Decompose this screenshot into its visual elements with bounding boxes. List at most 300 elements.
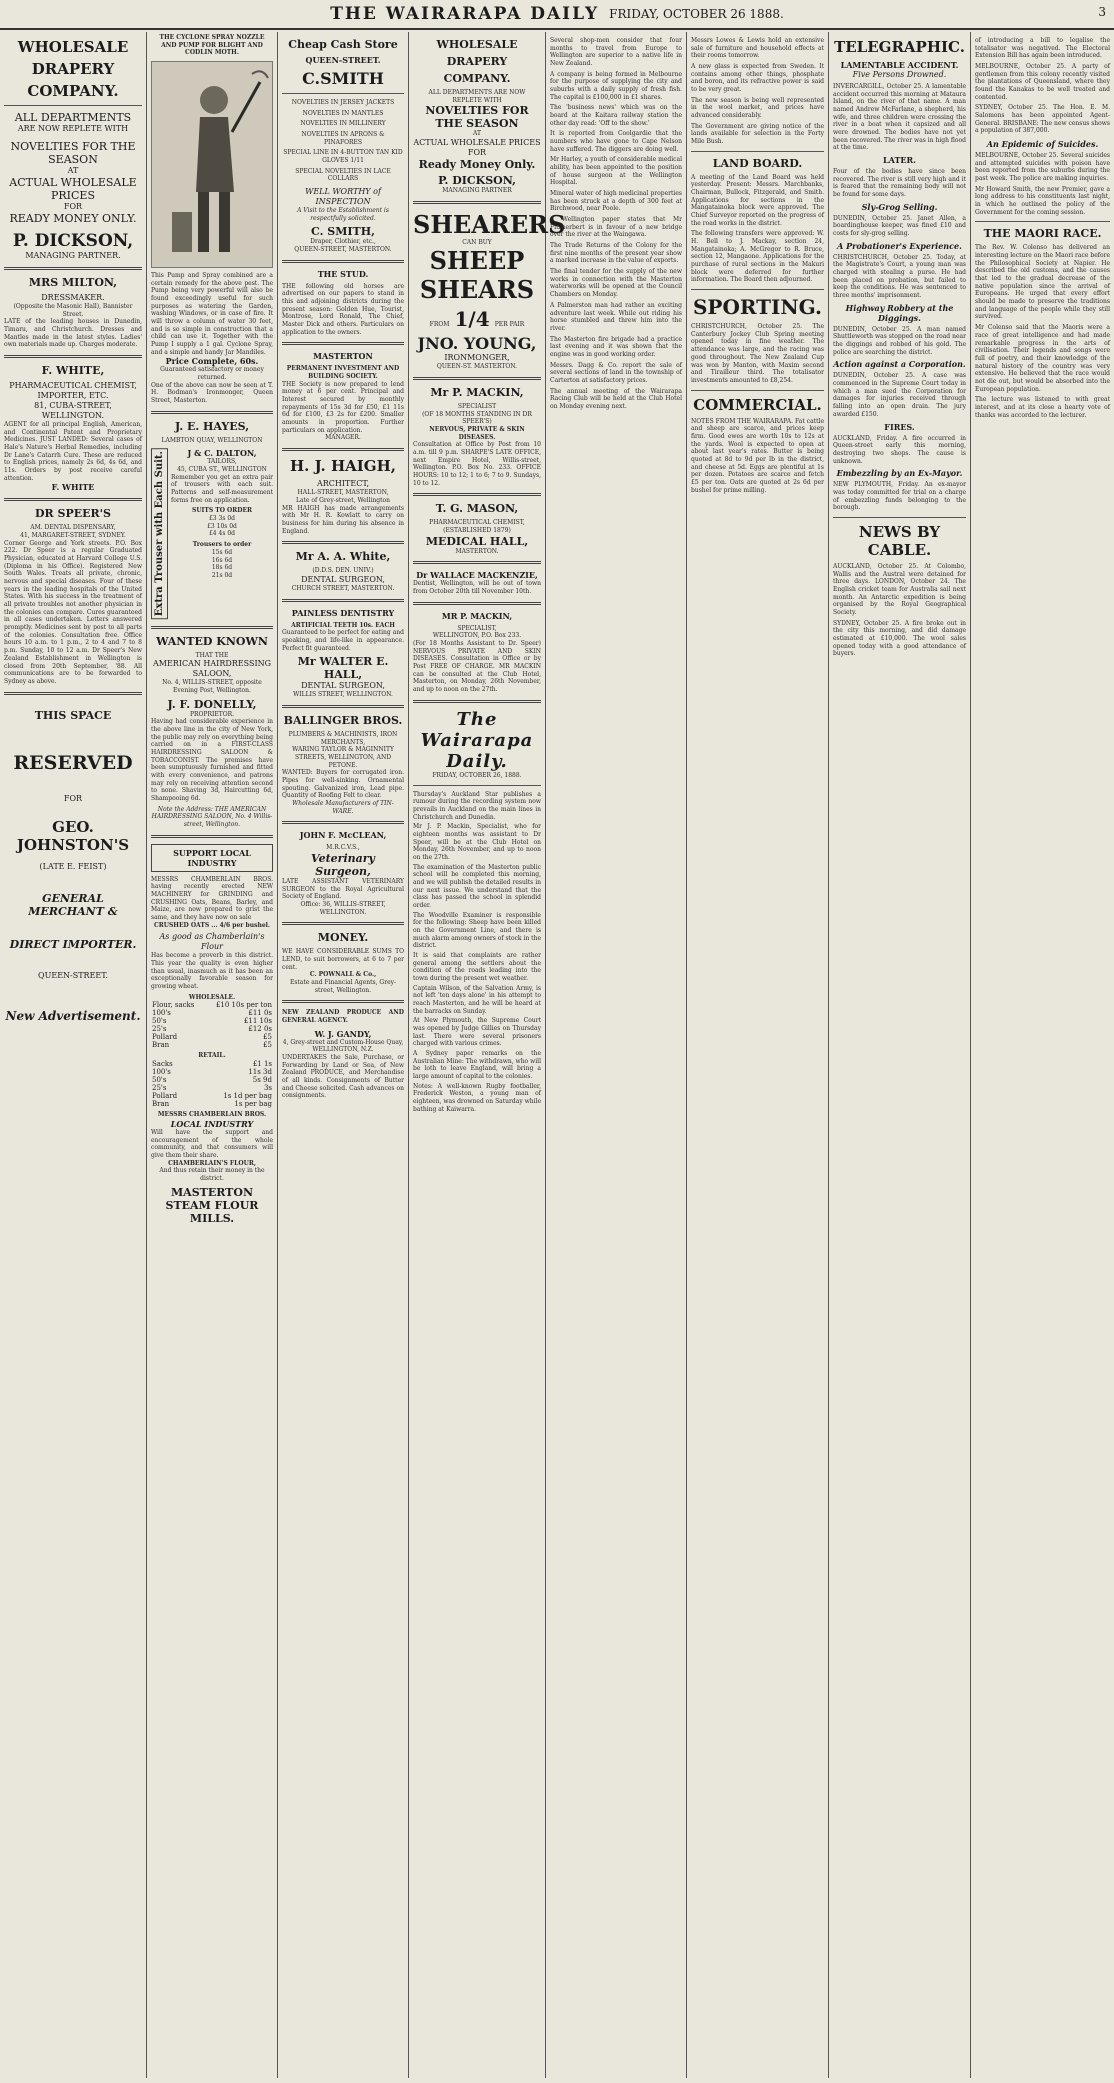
news-paragraph: CHRISTCHURCH, October 25. The Canterbury Jockey Club Spring meeting opened today in fine weather. The attendance was large, and the racing was good throughout. The New Zealand Cup was won by Manton, with Maxim second and Tirailleur third. The totalisator investments amounted to £8,254. (691, 323, 824, 384)
news-paragraph: The Rev. W. Colenso has delivered an interesting lecture on the Maori race before the Philosophical Society at Napier. He described the old customs, and the causes that led to the gradual decrease of the native population since the arrival of Europeans. He urged that every effort should be made to preserve the traditions and language of the people while they still survived. (975, 244, 1110, 321)
ad-line: FOR (63, 202, 83, 211)
table-cell: 50's (152, 1076, 167, 1085)
ad-line: LAMBTON QUAY, WELLINGTON (161, 436, 263, 444)
ad-cyclone-pump (151, 34, 273, 405)
table-cell: Flour, sacks (152, 1001, 195, 1010)
ad-name: JOHN F. McCLEAN, (299, 830, 387, 841)
ad-line: WELLINGTON, P.O. Box 233. (432, 632, 522, 640)
table-cell: £11 0s (248, 1009, 272, 1018)
news-paragraph: Mr Harley, a youth of considerable medical ability, has been appointed to the position of house surgeon at the Wellington Hospital. (550, 156, 682, 187)
table-cell: 5s 9d (252, 1076, 272, 1085)
price-item: 21s 0d (211, 571, 233, 579)
ad-money (282, 931, 404, 994)
ad-line: NOVELTIES FOR THE (10, 140, 136, 153)
ad-body: (For 18 Months Assistant to Dr. Speer) NERVOUS PRIVATE AND SKIN DISEASES. Consultation in Office or by Post FREE OF CHARGE. MR MACKIN can be consulted at the Club Hotel, Masterton, on Monday, 26th November, and up to noon on the 27th. (413, 640, 541, 694)
news-paragraph: The Woodville Examiner is responsible for the following: Sheep have been killed on the Government Line, and there is much alarm among owners of stock in the district. (413, 911, 541, 950)
news-paragraph: NOTES FROM THE WAIRARAPA. Fat cattle and sheep are scarce, and prices keep firm. Good ewes are worth 10s to 12s at the yards. Wool is expected to open at about last year's rates. Butter is being quoted at 8d to 9d per lb in the district, and cheese at 5d. Eggs are plentiful at 1s per dozen. Potatoes are scarce and fetch £5 per ton. Oats are quoted at 2s 6d per bushel for prime milling. (691, 417, 824, 494)
ad-sign: MANAGER. (325, 434, 361, 442)
ad-name: Mr P. MACKIN, (430, 386, 524, 400)
ad-price: 1/4 (454, 307, 490, 332)
ad-wholesale-drapery (4, 38, 142, 261)
ad-line: (ESTABLISHED 1879) (443, 527, 511, 535)
ad-line: ALL DEPARTMENTS ARE NOW REPLETE WITH (428, 89, 526, 104)
ad-line: LOCAL INDUSTRY (170, 1118, 254, 1129)
ad-line: ACTUAL WHOLESALE (9, 176, 137, 189)
column-7 (829, 32, 971, 2078)
ad-heading: DRAPERY (31, 60, 115, 78)
ad-gandy-agency (282, 1009, 404, 1100)
section-heading: COMMERCIAL. (693, 395, 822, 414)
ad-line: Veterinary Surgeon, (311, 851, 375, 878)
table-cell: £12 0s (248, 1025, 272, 1034)
masthead (0, 0, 1114, 30)
ad-heading: COMPANY. (443, 72, 511, 85)
table-cell: Pollard (152, 1092, 178, 1101)
ad-mrs-milton (4, 276, 142, 349)
ad-name: BALLINGER BROS. (283, 713, 403, 727)
news-paragraph: The Masterton fire brigade had a practice last evening and it was shown that the engine was in good working order. (550, 335, 682, 358)
ad-line: WELL WORTHY of INSPECTION (305, 187, 381, 207)
ad-line: Wholesale Manufacturers of TIN-WARE. (292, 799, 394, 815)
ad-line: WILLIS STREET, WELLINGTON. (293, 691, 393, 699)
ad-body: Consultation at Office by Post from 10 a.m. till 9 p.m. SHARPE'S LATE OFFICE, next Empire Hotel, Willis-street, Wellington. P.O. Box No. 233. OFFICE HOURS: 10 to 12; 1 to 6; 7 to 9. Sundays, 10 to 12. (413, 441, 541, 487)
ad-name: MRS MILTON, (28, 276, 118, 289)
ad-body: Remember you get an extra pair of trousers with each suit. Patterns and self-measurement forms free on application. (171, 473, 273, 504)
ad-line: (D.D.S. DEN. UNIV.) (312, 567, 374, 575)
ad-name: JNO. YOUNG, (417, 334, 537, 354)
section-heading: LAND BOARD. (712, 156, 803, 170)
table-row (151, 1084, 273, 1092)
news-paragraph: DUNEDIN, October 25. A case was commenced in the Supreme Court today in which a man sued the Corporation for damages for injuries received through falling into an open drain. The jury awarded £150. (833, 372, 966, 418)
price-item: £4 4s 0d (208, 530, 235, 538)
news-paragraph: The Government are giving notice of the lands available for selection in the Forty Mile Bush. (691, 122, 824, 146)
ad-line: QUEEN-STREET. (305, 55, 381, 65)
ad-wholesale-drapery-2 (413, 38, 541, 195)
ad-line: (Opposite the Masonic Hall), Bannister Street. (13, 303, 133, 318)
news-paragraph: Thursday's Auckland Star publishes a rumour during the recording system now prevails in Auckland on the main lines in Christchurch and Dunedin. (413, 790, 541, 821)
table-cell: 100's (152, 1068, 171, 1077)
ad-line: Guaranteed satisfactory or money returned. (160, 366, 264, 382)
news-paragraph: The new season is being well represented in the wool market, and prices have advanced considerably. (691, 96, 824, 120)
ad-american-hairdressing (151, 635, 273, 829)
ad-mcclean-vet (282, 830, 404, 916)
ad-line: SUITS TO ORDER (191, 507, 252, 515)
ad-heading: THE CYCLONE SPRAY NOZZLE AND PUMP FOR BLIGHT AND CODLIN MOTH. (159, 34, 265, 57)
list-item: SPECIAL NOVELTIES IN LACE COLLARS (295, 167, 391, 183)
news-paragraph: AUCKLAND, October 25. At Colombo, Wallis and the Austral were detained for three days. LONDON, October 24. The English cricket team for Australia sail next month. An Antarctic expedition is being organised by the Royal Geographical Society. (833, 562, 966, 616)
ad-line: FROM (429, 321, 450, 329)
ad-line: As good as Chamberlain's Flour (159, 932, 265, 952)
pump-man-illustration (151, 61, 273, 268)
table-cell: 1s 1d per bag (223, 1092, 272, 1101)
ad-line: READY MONEY ONLY. (9, 212, 137, 225)
ad-line: IRONMONGER, (444, 353, 510, 363)
ad-heading: WANTED KNOWN (156, 634, 268, 648)
ad-line: 45, CUBA ST., WELLINGTON (177, 466, 267, 474)
table-cell: £5 (263, 1033, 272, 1042)
table-cell: £1 1s (252, 1060, 272, 1069)
ad-line: (LATE E. FEIST) (39, 861, 107, 871)
table-row (151, 1100, 273, 1108)
ad-heading: THE STUD. (317, 268, 369, 279)
ad-name: P. DICKSON, (438, 174, 516, 188)
list-item: NOVELTIES IN JERSEY JACKETS (291, 99, 395, 106)
table-cell: Bran (152, 1041, 170, 1050)
ad-sign: C. POWNALL & Co., (309, 971, 377, 979)
ad-sign: C. SMITH, (311, 225, 375, 239)
ad-name: DR SPEER'S (35, 507, 111, 521)
table-cell: Sacks (152, 1060, 173, 1069)
ad-line: THIS SPACE (34, 708, 112, 722)
news-paragraph: AUCKLAND, Friday. A fire occurred in Queen-street early this morning, destroying two shops. The cause is unknown. (833, 434, 966, 465)
ad-body: Guaranteed to be perfect for eating and speaking, and life-like in appearance. Perfect fit guaranteed. (282, 629, 404, 652)
ad-line: PLUMBERS & MACHINISTS, IRON MERCHANTS, (288, 730, 398, 746)
ad-body: Has become a proverb in this district. This year the quality is even higher than usual, inasmuch as it has been an exceptionally favorable season for growing wheat. (151, 952, 273, 991)
list-item: NOVELTIES IN APRONS & PINAFORES (301, 131, 385, 146)
news-paragraph: The lecture was listened to with great interest, and at its close a hearty vote of thanks was accorded to the lecturer. (975, 396, 1110, 419)
table-cell: 50's (152, 1017, 167, 1026)
ad-line: CRUSHED OATS ... 4/6 per bushel. (153, 921, 271, 929)
news-paragraph: SYDNEY, October 25. The Hon. E. M. Salomons has been appointed Agent-General. BRISBANE: The new census shows a population of 387,000. (975, 104, 1110, 135)
masthead-title: THE WAIRARAPA DAILY (330, 4, 600, 24)
ad-ballinger-bros (282, 714, 404, 815)
ad-name: C.SMITH (302, 69, 384, 88)
news-paragraph: of introducing a bill to legalise the totalisator was negatived. The Electoral Extension Bill has again been introduced. (975, 37, 1110, 60)
editorial-news (413, 791, 541, 1114)
ad-heading: SHEARS (419, 275, 535, 305)
news-paragraph: Four of the bodies have since been recovered. The river is still very high and it is feared that the remaining body will not be found for some days. (833, 168, 966, 199)
subheading: Sly-Grog Selling. (861, 201, 938, 212)
news-paragraph: MELBOURNE, October 25. A party of gentlemen from this colony recently visited the plantations of Queensland, where they found the Kanakas to be well treated and contented. (975, 63, 1110, 101)
ad-name: MESSRS CHAMBERLAIN BROS. (157, 1111, 267, 1119)
ad-building-society (282, 351, 404, 442)
news-paragraph: Several shop-men consider that four months to travel from Europe to Wellington are superior to a native life in New Zealand. (550, 37, 682, 68)
ad-name: Dr WALLACE MACKENZIE, (416, 570, 538, 581)
ad-name: GEO. JOHNSTON'S (16, 817, 130, 854)
news-paragraph: MELBOURNE, October 25. Several suicides and attempted suicides with poison have been reported from the suburbs during the past week. The police are making inquiries. (975, 152, 1110, 183)
ad-line: Trousers to order (192, 541, 252, 549)
ad-line: (OF 18 MONTHS STANDING IN DR SPEER'S) (422, 410, 532, 426)
news-paragraph: A company is being formed in Melbourne for the purpose of supplying the city and suburbs with a daily supply of fresh fish. The capital is £100,000 in £1 shares. (550, 70, 682, 101)
ad-body: WE HAVE CONSIDERABLE SUMS TO LEND, to suit borrowers, at 6 to 7 per cent. (282, 948, 404, 971)
price-item: £3 3s 0d (208, 515, 235, 523)
price-item: 18s 6d (211, 564, 233, 572)
ad-name: Mr WALTER E. HALL, (297, 655, 389, 682)
ad-line: Ready Money Only. (418, 158, 536, 172)
ad-painless-dentistry (282, 608, 404, 699)
section-heading: SPORTING. (692, 295, 823, 320)
ad-mackenzie (413, 570, 541, 595)
news-paragraph: It is said that complaints are rather general among the settlers about the condition of the roads leading into the town during the present wet weather. (413, 951, 541, 982)
ad-heading: WHOLESALE (17, 38, 129, 56)
column-2 (147, 32, 278, 2078)
ad-body: MR HAIGH has made arrangements with Mr H. R. Kowlatt to carry on business for him during his absence in England. (282, 504, 404, 535)
ad-line: MASTERTON (171, 1185, 253, 1199)
ad-name: Mr A. A. White, (295, 550, 391, 564)
ad-body: Dentist, Wellington, will be out of town from October 20th till November 10th. (413, 580, 541, 596)
ad-line: New Advertisement. (5, 1008, 141, 1023)
ad-line: MANAGING PARTNER. (25, 251, 121, 260)
ad-line: QUEEN-ST. MASTERTON. (436, 363, 518, 371)
ad-heading: SHEARERS (413, 209, 566, 239)
ad-line: Draper, Clothier, etc., (310, 238, 376, 246)
news-paragraph: The examination of the Masterton public school will be completed this morning, and we will publish the detailed results in our next issue. We understand that the class has passed the school in splendid order. (413, 863, 541, 909)
table-cell: £5 (263, 1041, 272, 1050)
ad-line: No. 4, WILLIS-STREET, opposite Evening Post, Wellington. (162, 679, 262, 694)
ad-line: HALL-STREET, MASTERTON, (297, 489, 389, 497)
news-paragraph: A Sydney paper remarks on the Australian Mine: The withdrawn, who will be loth to leave England, will bring a large amount of capital to the colonies. (413, 1050, 541, 1081)
table-cell: 25's (152, 1025, 167, 1034)
ad-heading: SUPPORT LOCAL INDUSTRY (151, 844, 273, 872)
news-paragraph: The Trade Returns of the Colony for the first nine months of the present year show a marked increase in the value of exports. (550, 242, 682, 265)
news-paragraph: At New Plymouth, the Supreme Court was opened by Judge Gillies on Thursday last. There were several prisoners charged with various crimes. (413, 1017, 541, 1048)
ad-line: QUEEN-STREET, MASTERTON. (294, 246, 392, 254)
ad-body: THE Society is now prepared to lend money at 6 per cent. Principal and Interest secured by monthly repayments of 15s 3d for £50, £1 11s 6d for £100, £3 2s for £200. Smaller amounts in proportion. Further particulars on application. (282, 380, 404, 434)
news-paragraph: DUNEDIN, October 25. Janet Allen, a boardinghouse keeper, was fined £10 and costs for sly-grog selling. (833, 214, 966, 238)
ad-reserved-space (4, 709, 142, 1023)
ad-line: DIRECT IMPORTER. (9, 937, 137, 951)
news-paragraph: INVERCARGILL, October 25. A lamentable accident occurred this morning at Mataura Island, on the river of that name. A man named Andrew McFarlane, a shepherd, his wife, and three children were crossing the river in a boat when it capsized and all were drowned. The bodies have not yet been recovered. The river was in high flood at the time. (833, 83, 966, 152)
ad-dr-speer (4, 507, 142, 685)
section-heading: THE MAORI RACE. (983, 227, 1102, 241)
ad-line: TAILORS, (207, 458, 237, 466)
price-item: £3 10s 0d (207, 522, 237, 530)
list-item: SPECIAL LINE IN 4-BUTTON TAN KID GLOVES 1/11 (283, 149, 403, 165)
ad-line: ARE NOW REPLETE WITH (17, 124, 129, 133)
ad-name: J. F. DONELLY, (167, 697, 257, 711)
news-paragraph: Mr Howard Smith, the new Premier, gave a long address to his constituents last night, in which he outlined the policy of the Government for the coming session. (975, 185, 1110, 216)
news-paragraph: A Palmerston man had rather an exciting adventure last week. While out riding his horse stumbled and threw him into the river. (550, 301, 682, 332)
ad-line: MANAGING PARTNER (442, 187, 512, 195)
retail-price-table (151, 1060, 273, 1108)
table-row (151, 1001, 273, 1009)
subheading: LATER. (883, 155, 916, 166)
ad-line: M.R.C.V.S., (326, 844, 360, 852)
ad-line: PERMANENT INVESTMENT AND BUILDING SOCIETY. (286, 365, 400, 381)
masthead-date: FRIDAY, OCTOBER 26 1888. (609, 7, 784, 21)
ad-line: AMERICAN HAIRDRESSING SALOON, (152, 659, 272, 679)
table-row (151, 1009, 273, 1017)
ad-mason-chemist (413, 502, 541, 555)
column-1 (0, 32, 147, 2078)
ad-line: THAT THE (195, 651, 229, 659)
ad-line: One of the above can now be seen at T. H. Bodman's Ironmonger, Queen Street, Masterton. (151, 381, 273, 405)
news-paragraph: SYDNEY, October 25. A fire broke out in the city this morning, and did damage estimated at £10,000. The wool sales opened today with a good attendance of buyers. (833, 619, 966, 658)
news-paragraph: The following transfers were approved: W. H. Bell to J. Mackay, section 24, Mangatainoka; A. McGregor to R. Bruce, section 12, Mangaone. Applications for the purchase of rural sections in the Makuri block were deferred for further information. The Board then adjourned. (691, 230, 824, 284)
ad-name: F. WHITE, (41, 364, 105, 378)
ad-heading: COMPANY. (27, 82, 119, 100)
issue-date: FRIDAY, OCTOBER 26, 1888. (432, 771, 522, 779)
ad-line: CHURCH STREET, MASTERTON. (291, 584, 395, 592)
news-paragraph: A new glass is expected from Sweden. It contains among other things, phosphate and boron, and its refractive power is said to be very great. (691, 63, 824, 94)
ad-line: SEASON (48, 153, 98, 166)
ad-line: CAN BUY (462, 238, 492, 246)
news-paragraph: The 'business news' which was on the board at the Kaitara railway station the other day read: 'Off to the show.' (550, 104, 682, 127)
ad-vertical-banner: Extra Trouser with Each Suit. (151, 448, 168, 619)
ad-body: LATE of the leading houses in Dunedin, Timaru, and Christchurch. Dresses and Mantles made in the latest styles. Ladies' own materials made up. Charges moderate. (4, 318, 142, 349)
table-cell: Bran (152, 1100, 170, 1109)
ad-line: PHARMACEUTICAL CHEMIST, (429, 519, 525, 527)
ad-body: WANTED: Buyers for corrugated iron. Pipes for well-sinking. Ornamental spouting. Galvanized iron, Lead pipe. Quantity of Roofing Felt to clear. (282, 769, 404, 800)
ad-heading: Cheap Cash Store (288, 38, 398, 51)
table-row (151, 1060, 273, 1068)
ad-line: RETAIL. (198, 1052, 226, 1060)
newspaper-nameplate: The Wairarapa Daily. (420, 708, 534, 772)
news-paragraph: CHRISTCHURCH, October 25. Today, at the Magistrate's Court, a young man was charged with stealing a purse. He had been placed on probation, but failed to keep the conditions. He was sentenced to three months' imprisonment. (833, 253, 966, 300)
ad-heading: MASTERTON (313, 351, 373, 362)
ad-body: THE following old horses are advertised on our papers to stand in this and adjoining districts during the present season: Golden Hue, Tourist, Montrose, Lord Ronald, The Chief, Master Dick and others. Particulars on application to the owners. (282, 282, 404, 336)
section-heading: NEWS BY CABLE. (858, 522, 941, 559)
column-6 (687, 32, 829, 2078)
subheading: Embezzling by an Ex-Mayor. (836, 468, 963, 479)
ad-line: NOVELTIES FOR THE SEASON (425, 104, 529, 131)
subheading: Highway Robbery at the Diggings. (845, 302, 954, 323)
ad-line: PER PAIR (494, 321, 525, 329)
ad-line: ACTUAL WHOLESALE PRICES FOR (413, 138, 541, 158)
ad-name: W. J. GANDY, (314, 1028, 372, 1039)
ad-line: AT (67, 166, 79, 175)
ad-line: AT (472, 130, 481, 138)
local-news (550, 37, 682, 411)
table-cell: 25's (152, 1084, 167, 1093)
table-cell: 11s 3d (248, 1068, 272, 1077)
list-item: NOVELTIES IN MILLINERY (300, 120, 386, 128)
ad-body: MESSRS CHAMBERLAIN BROS. having recently erected NEW MACHINERY for GRINDING and CRUSHING Oats, Beans, Barley, and Maize, are now prepared to grist the same, and they have now on sale (151, 875, 273, 922)
table-row (151, 1017, 273, 1025)
ad-heading: NEW ZEALAND PRODUCE AND GENERAL AGENCY. (282, 1009, 404, 1025)
ad-body: Having had considerable experience in the above line in the city of New York, the public may rely on everything being carried on in a FIRST-CLASS HAIRDRESSING SALOON & TOBACCONIST. The premises have been sumptuously furnished and fitted with every convenience, and patrons may rely on receiving attention second to none. Shaving 3d, Haircutting 6d, Shampooing 6d. (151, 718, 273, 803)
list-item: NOVELTIES IN MANTLES (302, 109, 384, 117)
column-5 (546, 32, 687, 2078)
table-cell: 1s per bag (234, 1100, 272, 1109)
subheading: FIRES. (884, 421, 915, 432)
ad-line: WHOLESALE. (188, 993, 236, 1001)
wholesale-price-table (151, 1001, 273, 1049)
subheading: Five Persons Drowned. (852, 70, 947, 79)
ad-line: QUEEN-STREET. (38, 970, 108, 980)
ad-line: WARING TAYLOR & MAGINNITY STREETS, WELLINGTON, AND PETONE. (292, 746, 394, 769)
table-cell: £10 10s per ton (215, 1001, 272, 1010)
column-8 (971, 32, 1114, 2078)
news-paragraph: Mr J. P. Mackin, Specialist, who for eighteen months was assistant to Dr Speer, will be at the Club Hotel on Monday, 26th November, and up to noon on the 27th. (413, 823, 541, 861)
ad-line: MASTERTON. (455, 547, 499, 555)
ad-heading: DRAPERY (446, 55, 508, 68)
ad-line: PROPRIETOR. (189, 710, 235, 718)
section-heading: TELEGRAPHIC. (834, 38, 965, 56)
ad-sheep-shears (413, 209, 566, 371)
ad-body: Will have the support and encouragement of the whole community, and that consumers will give them their share. (151, 1128, 273, 1159)
table-cell: £11 10s (243, 1017, 272, 1026)
ad-body: LATE ASSISTANT VETERINARY SURGEON to the Royal Agricultural Society of England. (282, 877, 404, 901)
ad-body: This Pump and Spray combined are a certain remedy for the above pest. The Pump being very powerful will also be found exceedingly useful for such purposes as watering the Garden, washing Windows, or in case of fire. It will throw a column of water 30 feet, and is so simple in construction that a child can use it. Together with the Pump I supply a 1 gal. Cyclone Spray, and a simple and handy Jar Mandiles. (151, 272, 273, 356)
table-cell: 3s (263, 1084, 272, 1093)
ad-line: MEDICAL HALL, (425, 534, 529, 548)
ad-line: ARCHITECT, (316, 479, 370, 489)
ad-name: J & C. DALTON, (187, 448, 257, 459)
ad-sign: F. WHITE (51, 482, 95, 493)
news-paragraph: Mineral water of high medicinal properties has been struck at a depth of 300 feet at Birchwood, near Poole. (550, 190, 682, 213)
news-paragraph: A Wellington paper states that Mr Fitzherbert is in favour of a new bridge over the river at the Waingawa. (550, 216, 682, 239)
table-row (151, 1076, 273, 1084)
news-paragraph: Messrs Lowes & Lewis hold an extensive sale of furniture and household effects at their rooms tomorrow. (691, 37, 824, 60)
ad-price: Price Complete, 60s. (165, 356, 259, 367)
ad-line: 81, CUBA-STREET, WELLINGTON. (34, 401, 112, 421)
ad-name: H. J. HAIGH, (289, 457, 397, 476)
news-paragraph: Mr Colenso said that the Maoris were a race of great intelligence and had made remarkable progress in the arts of civilisation. Their legends and songs were full of poetry, and their knowledge of the natural history of the country was very extensive. He believed that the race would not die out, but would be absorbed into the European population. (975, 324, 1110, 393)
ad-line: SPECIALIST (457, 403, 497, 411)
ad-heading: MONEY. (317, 931, 369, 945)
ad-line: ALL DEPARTMENTS (14, 111, 132, 124)
ad-line: And thus retain their money in the district. (159, 1167, 265, 1182)
table-row (151, 1092, 273, 1100)
ad-the-stud (282, 269, 404, 337)
ad-line: 4, Grey-street and Custom-House Quay, WELLINGTON, N.Z. (282, 1038, 404, 1054)
ad-heading: SHEEP (429, 246, 525, 276)
table-row (151, 1025, 273, 1033)
ad-line: A Visit to the Establishment is respectfully solicited. (297, 207, 389, 222)
column-4 (409, 32, 566, 2078)
table-cell: 100's (152, 1009, 171, 1018)
ad-line: Office: 36, WILLIS-STREET, WELLINGTON. (300, 900, 386, 916)
table-row (151, 1068, 273, 1076)
ad-body: UNDERTAKES the Sale, Purchase, or Forwarding by Land or Sea, of New Zealand PRODUCE, and Merchandise of all kinds. Consignments of Butter and Cheese solicited. Cash advances on consignments. (282, 1054, 404, 1100)
ad-line: PHARMACEUTICAL CHEMIST, (9, 381, 137, 391)
ad-line: RESERVED (13, 751, 133, 774)
column-3 (278, 32, 409, 2078)
subheading: LAMENTABLE ACCIDENT. (840, 60, 959, 70)
ad-heading: PAINLESS DENTISTRY (291, 607, 395, 618)
ad-line: IMPORTER, ETC. (37, 391, 109, 401)
ad-name: P. DICKSON, (12, 231, 134, 251)
ad-line: STEAM FLOUR MILLS. (165, 1198, 259, 1225)
page-number: 3 (1098, 5, 1106, 19)
ad-hayes-dalton (151, 420, 273, 620)
table-row (151, 1041, 273, 1049)
ad-cheap-cash-store (282, 38, 404, 254)
ad-local-industry (151, 844, 273, 1225)
ad-heading: WHOLESALE (436, 38, 518, 51)
ad-body: Corner George and York streets. P.O. Box 222. Dr Speer is a regular Graduated Physician, educated at Harvard College U.S. (Diploma in his Office). Registered New South Wales. Treats all private, chronic, nervous and special diseases. Four of these years in the leading hospitals of the United States. With his success in the treatment of all private troubles not another physician in the colonies can compare. Cures guaranteed in all cases undertaken. Letters answered promptly. Medicines sent by post to all parts of the colonies. Consultation free. Office hours 10 a.m. to 1 p.m., 2 to 4 and 7 to 8 p.m. Sunday, 10 to 12 a.m. Dr Speer's New Zealand Establishment in Wellington is closed from 20th September, '88. All communications are to be forwarded to Sydney as above. (4, 539, 142, 685)
ad-haigh-architect (282, 457, 404, 535)
news-paragraph: The final tender for the supply of the new works in connection with the Masterton waterworks will be opened at the Council Chambers on Monday. (550, 268, 682, 299)
ad-name: MR P. MACKIN, (441, 610, 513, 621)
ad-line: Late of Grey-street, Wellington (295, 496, 391, 504)
ad-line: DENTAL SURGEON, (301, 681, 385, 691)
ad-line: DENTAL SURGEON, (301, 574, 385, 584)
ad-name: T. G. MASON, (435, 502, 519, 516)
ad-line: DRESSMAKER. (41, 293, 105, 302)
price-item: 16s 6d (211, 556, 233, 564)
ad-line: Note the Address: THE AMERICAN HAIRDRESSING SALOON, No. 4 Willis-street, Wellington. (151, 805, 273, 829)
ad-line: ARTIFICIAL TEETH 10s. EACH (291, 621, 395, 629)
subheading: An Epidemic of Suicides. (986, 139, 1099, 150)
news-paragraph: A meeting of the Land Board was held yesterday. Present: Messrs. Marchbanks, Chairman, Bullock, Fitzgerald, and Smith. Applications for sections in the Mangatainoka block were approved. The Chief Surveyor reported on the progress of the road works in the district. (691, 173, 824, 227)
subheading: Action against a Corporation. (833, 359, 966, 370)
news-paragraph: NEW PLYMOUTH, Friday. An ex-mayor was today committed for trial on a charge of embezzling funds belonging to the borough. (833, 481, 966, 512)
table-row (151, 1033, 273, 1041)
ad-line: SPECIALIST, (457, 624, 497, 632)
ad-aa-white (282, 550, 404, 592)
ad-body: AGENT for all principal English, American, and Continental Patent and Proprietary Medicines. JUST LANDED: Several cases of Hale's Nature's Herbal Remedies, including Dr Lane's Catarrh Cure. These are reduced to English prices, namely 2s 6d, 4s 6d, and 11s. Orders by post receive careful attention. (4, 421, 142, 482)
ad-line: GENERAL MERCHANT & (28, 891, 118, 918)
ad-mackin-2 (413, 611, 541, 694)
news-paragraph: It is reported from Coolgardie that the numbers who have gone to Cape Nelson have suffered. The diggers are doing well. (550, 130, 682, 153)
news-paragraph: Messrs. Dagg & Co. report the sale of several sections of land in the township of Carterton at satisfactory prices. (550, 361, 682, 384)
ad-line: Estate and Financial Agents, Grey-street, Wellington. (289, 979, 397, 994)
table-cell: Pollard (152, 1033, 178, 1042)
news-paragraph: The annual meeting of the Wairarapa Racing Club will be held at the Club Hotel on Monday evening next. (550, 387, 682, 410)
news-paragraph: DUNEDIN, October 25. A man named Shuttleworth was stopped on the road near the diggings and robbed of his gold. The police are searching the district. (833, 325, 966, 356)
